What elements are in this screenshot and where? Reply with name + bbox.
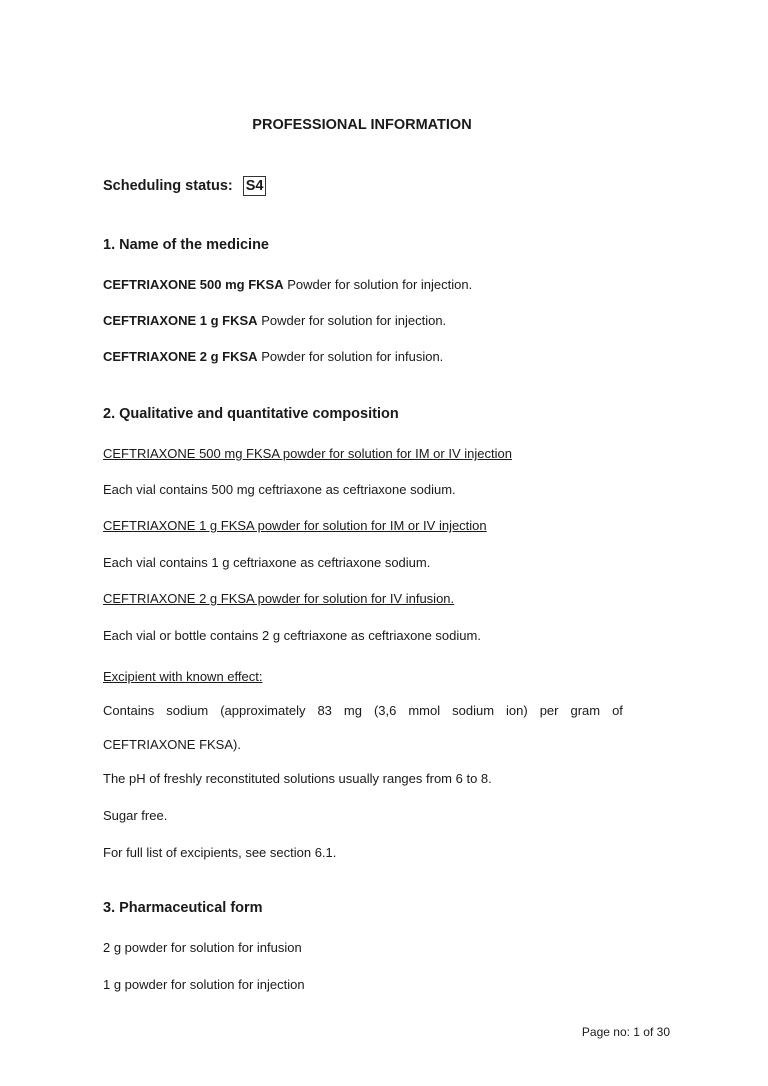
medicine-form: Powder for solution for infusion. bbox=[257, 349, 444, 364]
composition-subheading-500mg: CEFTRIAXONE 500 mg FKSA powder for solution for IM or IV injection bbox=[103, 446, 512, 461]
composition-text-500mg: Each vial contains 500 mg ceftriaxone as ceftriaxone sodium. bbox=[103, 482, 456, 497]
document-title: PROFESSIONAL INFORMATION bbox=[252, 117, 472, 133]
sodium-content-line-2: CEFTRIAXONE FKSA). bbox=[103, 737, 241, 752]
sodium-word: (approximately bbox=[220, 703, 306, 718]
composition-text-2g: Each vial or bottle contains 2 g ceftriaxone as ceftriaxone sodium. bbox=[103, 628, 481, 643]
medicine-form: Powder for solution for injection. bbox=[257, 313, 447, 328]
section-3-heading: 3. Pharmaceutical form bbox=[103, 900, 263, 916]
sodium-word: per bbox=[539, 703, 559, 718]
medicine-name: CEFTRIAXONE 2 g FKSA bbox=[103, 349, 258, 364]
medicine-name-line bbox=[103, 277, 472, 292]
scheduling-status bbox=[103, 176, 266, 196]
excipients-reference: For full list of excipients, see section 6.1. bbox=[103, 845, 337, 860]
sodium-word: (3,6 bbox=[373, 703, 397, 718]
composition-subheading-1g: CEFTRIAXONE 1 g FKSA powder for solution for IM or IV injection bbox=[103, 518, 487, 533]
sodium-word: ion) bbox=[506, 703, 528, 718]
sodium-word: gram bbox=[570, 703, 601, 718]
sodium-word: mmol bbox=[408, 703, 441, 718]
excipient-heading: Excipient with known effect: bbox=[103, 669, 263, 684]
medicine-name-line bbox=[103, 313, 446, 328]
scheduling-status-label: Scheduling status: bbox=[103, 178, 233, 194]
medicine-form: Powder for solution for injection. bbox=[283, 277, 473, 292]
composition-subheading-2g: CEFTRIAXONE 2 g FKSA powder for solution for IV infusion. bbox=[103, 591, 455, 606]
sodium-word: mg bbox=[343, 703, 362, 718]
sodium-content-line bbox=[103, 703, 623, 718]
ph-text: The pH of freshly reconstituted solutions usually ranges from 6 to 8. bbox=[103, 771, 492, 786]
sodium-word: of bbox=[612, 703, 623, 718]
page-number: Page no: 1 of 30 bbox=[581, 1025, 670, 1039]
medicine-name: CEFTRIAXONE 500 mg FKSA bbox=[103, 277, 284, 292]
scheduling-status-value: S4 bbox=[243, 176, 267, 196]
pharmaceutical-form-line: 1 g powder for solution for injection bbox=[103, 977, 305, 992]
sugar-free-text: Sugar free. bbox=[103, 808, 168, 823]
section-1-heading: 1. Name of the medicine bbox=[103, 237, 269, 253]
sodium-word: 83 bbox=[317, 703, 332, 718]
section-2-heading: 2. Qualitative and quantitative composition bbox=[103, 406, 399, 422]
sodium-word: sodium bbox=[452, 703, 495, 718]
medicine-name: CEFTRIAXONE 1 g FKSA bbox=[103, 313, 258, 328]
sodium-word: Contains bbox=[103, 703, 155, 718]
pharmaceutical-form-line: 2 g powder for solution for infusion bbox=[103, 940, 302, 955]
sodium-word: sodium bbox=[166, 703, 209, 718]
medicine-name-line bbox=[103, 349, 443, 364]
composition-text-1g: Each vial contains 1 g ceftriaxone as ceftriaxone sodium. bbox=[103, 555, 431, 570]
